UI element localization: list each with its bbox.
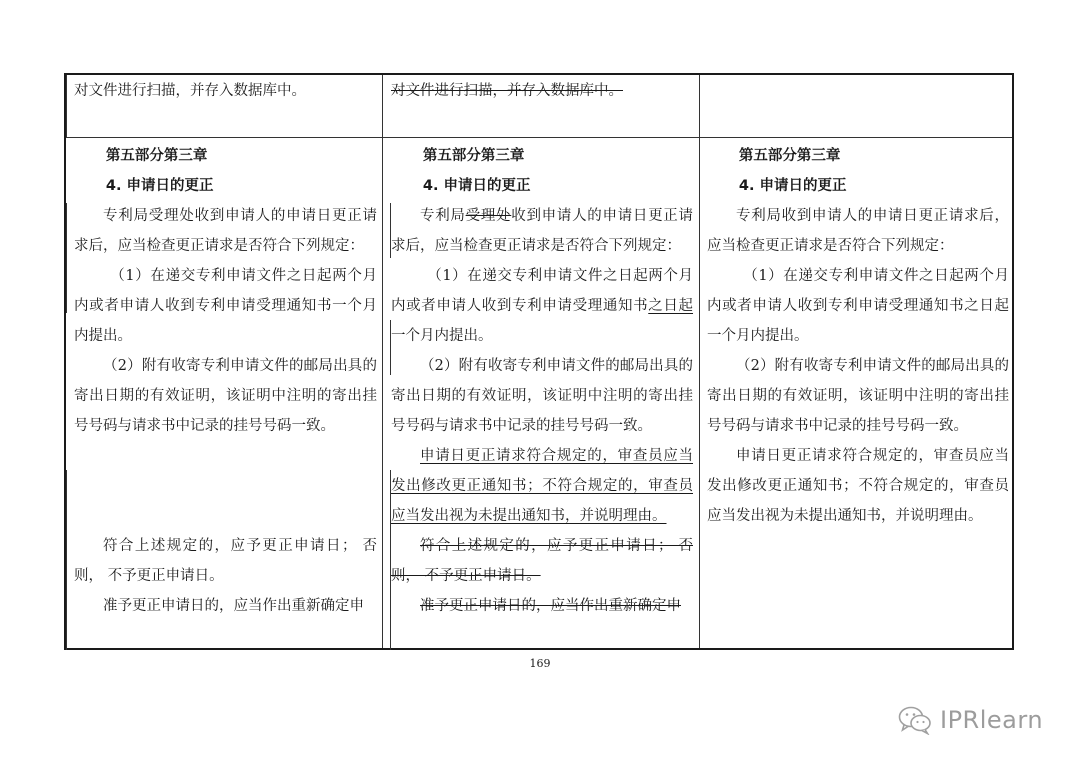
inserted-text: 之日起 xyxy=(648,298,694,314)
paragraph: （2）附有收寄专利申请文件的邮局出具的寄出日期的有效证明，该证明中注明的寄出挂号号码与请求书中记录的挂号号码一致。 xyxy=(707,358,1009,434)
paragraph: （1）在递交专利申请文件之日起两个月内或者申请人收到专利申请受理通知书之日起一个月内提出。 xyxy=(707,268,1009,344)
part-heading: 第五部分第三章 xyxy=(738,148,841,164)
paragraph: 申请日更正请求符合规定的，审查员应当发出修改更正通知书；不符合规定的，审查员应当发出视为未提出通知书，并说明理由。 xyxy=(707,448,1009,524)
column-revised xyxy=(707,141,1009,531)
section-heading: 4. 申请日的更正 xyxy=(738,178,847,194)
row1-col2-cell xyxy=(391,76,693,106)
deleted-text: 受理处 xyxy=(465,208,512,224)
row1-col1-cell xyxy=(74,76,376,106)
column-divider xyxy=(382,75,383,648)
text-run: 一个月内提出。 xyxy=(391,328,493,344)
paragraph: 准予更正申请日的，应当作出重新确定申 xyxy=(103,598,364,614)
paragraph xyxy=(391,201,693,261)
watermark-text: IPRlearn xyxy=(940,706,1044,734)
paragraph: （2）附有收寄专利申请文件的邮局出具的寄出日期的有效证明，该证明中注明的寄出挂号号码与请求书中记录的挂号号码一致。 xyxy=(74,358,377,434)
part-heading: 第五部分第三章 xyxy=(422,148,525,164)
wechat-icon xyxy=(898,705,932,735)
revision-bar xyxy=(390,320,391,375)
row1-col1-text: 对文件进行扫描，并存入数据库中。 xyxy=(74,83,306,99)
revision-bar xyxy=(390,470,391,650)
text-run: （1）在递交专利申请文件之日起两个月内或者申请人收到专利申请受理通知书 xyxy=(391,268,693,314)
column-divider xyxy=(699,75,700,648)
text-run: 收到申请人的申请日更正请求后，应当检查更正请求是否符合下列规定： xyxy=(391,208,694,254)
part-heading: 第五部分第三章 xyxy=(105,148,208,164)
paragraph: （2）附有收寄专利申请文件的邮局出具的寄出日期的有效证明，该证明中注明的寄出挂号号码与请求书中记录的挂号号码一致。 xyxy=(391,358,693,434)
revision-bar xyxy=(66,75,67,137)
revision-bar xyxy=(390,203,391,258)
deleted-paragraph: 准予更正申请日的，应当作出重新确定申 xyxy=(420,598,681,614)
column-revision-marks xyxy=(391,141,693,621)
column-original xyxy=(74,141,377,621)
paragraph: （1）在递交专利申请文件之日起两个月内或者申请人收到专利申请受理通知书一个月内提出。 xyxy=(74,268,377,344)
section-heading: 4. 申请日的更正 xyxy=(105,178,214,194)
paragraph: 符合上述规定的，应予更正申请日； 否则， 不予更正申请日。 xyxy=(74,538,377,584)
page-number: 169 xyxy=(529,657,551,670)
row-divider xyxy=(66,137,1012,138)
comparison-table xyxy=(64,73,1014,650)
revision-bar xyxy=(66,203,67,313)
row1-col2-deleted-text: 对文件进行扫描，并存入数据库中。 xyxy=(391,83,623,99)
paragraph xyxy=(391,261,693,351)
text-run: 专利局 xyxy=(420,208,466,224)
section-heading: 4. 申请日的更正 xyxy=(422,178,531,194)
paragraph: 专利局受理处收到申请人的申请日更正请求后，应当检查更正请求是否符合下列规定： xyxy=(74,208,377,254)
watermark xyxy=(898,703,1043,737)
paragraph: 专利局收到申请人的申请日更正请求后，应当检查更正请求是否符合下列规定： xyxy=(707,208,1009,254)
revision-bar xyxy=(66,470,67,650)
inserted-paragraph: 申请日更正请求符合规定的，审查员应当发出修改更正通知书；不符合规定的，审查员应当发出视为未提出通知书，并说明理由。 xyxy=(391,448,693,524)
deleted-paragraph: 符合上述规定的，应予更正申请日； 否则， 不予更正申请日。 xyxy=(391,538,693,584)
